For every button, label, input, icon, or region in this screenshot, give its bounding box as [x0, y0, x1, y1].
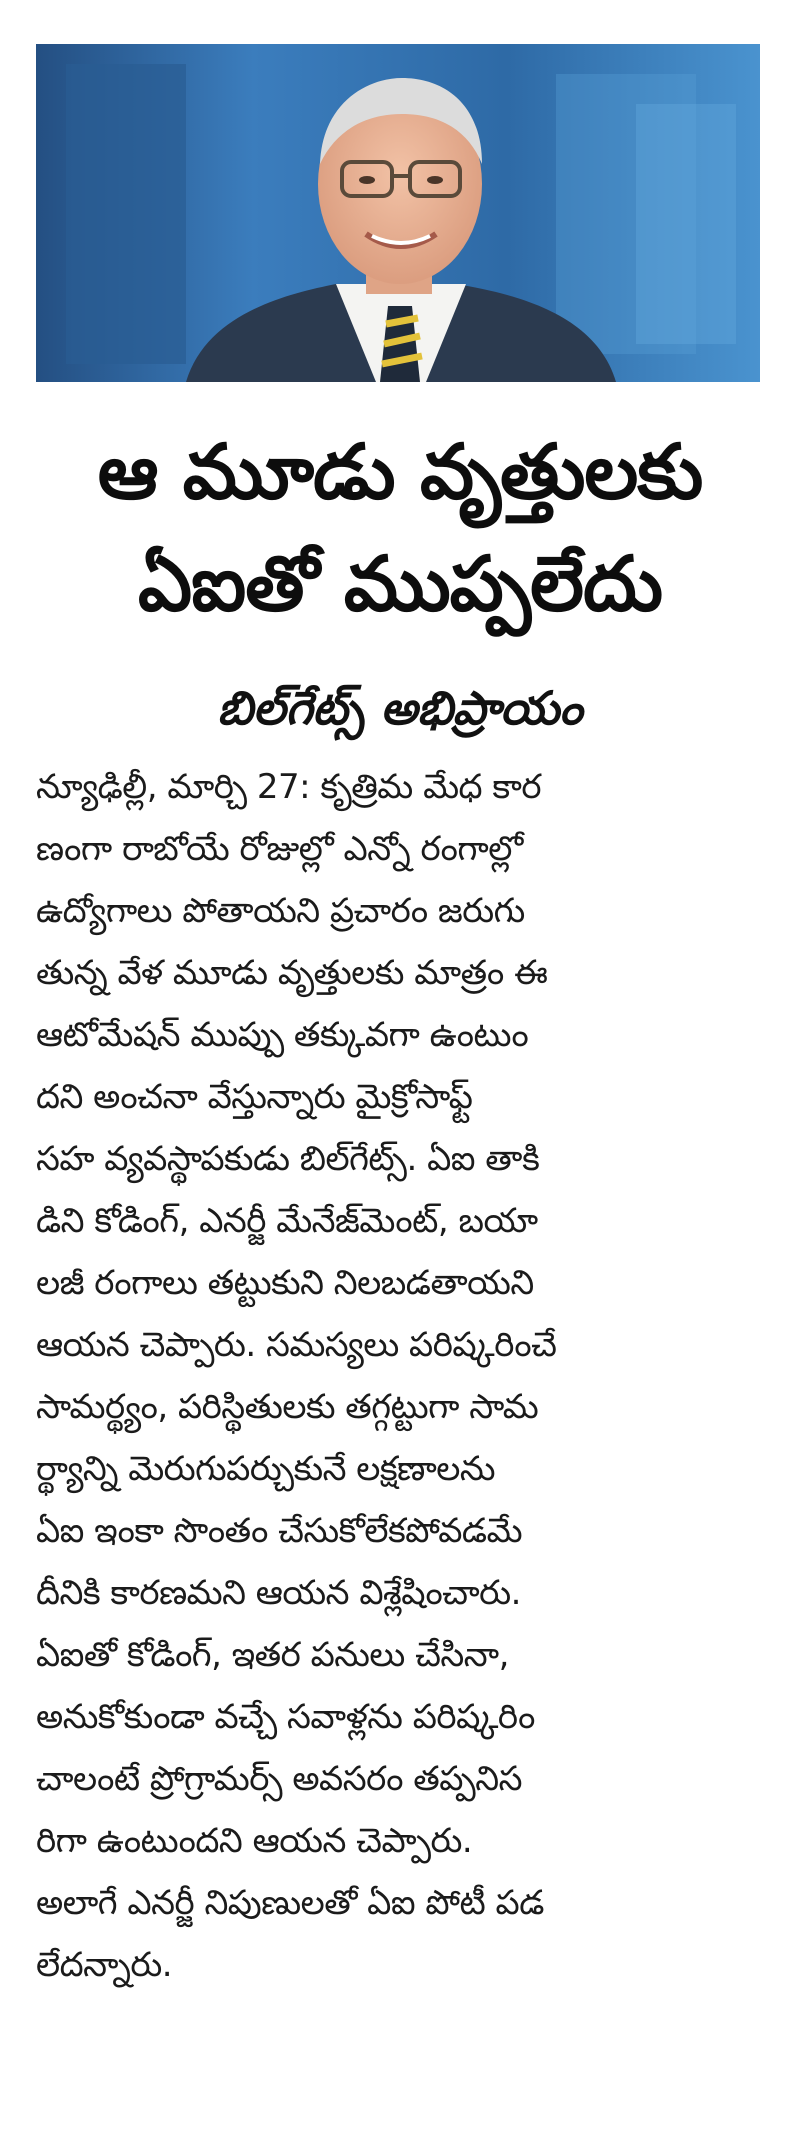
body-line: ఏఐతో కోడింగ్, ఇతర పనులు చేసినా, [36, 1635, 509, 1675]
body-line: న్యూఢిల్లీ, మార్చి 27: కృత్రిమ మేధ కార [36, 767, 541, 807]
body-line: ఆయన చెప్పారు. సమస్యలు పరిష్కరించే [36, 1325, 557, 1365]
body-line: డిని కోడింగ్, ఎనర్జీ మేనేజ్‌మెంట్, బయా [36, 1201, 538, 1241]
body-line: సామర్థ్యం, పరిస్థితులకు తగ్గట్టుగా సామ [36, 1387, 539, 1427]
subheadline: బిల్‌గేట్స్ అభిప్రాయం [217, 681, 583, 735]
headline-line-2: ఏఐతో ముప్పలేదు [137, 539, 662, 628]
body-line: ఉద్యోగాలు పోతాయని ప్రచారం జరుగు [36, 891, 525, 931]
body-line: లేదన్నారు. [36, 1945, 173, 1985]
body-line: అనుకోకుండా వచ్చే సవాళ్లను పరిష్కరిం [36, 1697, 535, 1737]
body-line: లజీ రంగాలు తట్టుకుని నిలబడతాయని [36, 1263, 534, 1303]
body-line: దని అంచనా వేస్తున్నారు మైక్రోసాఫ్ట్ [36, 1077, 473, 1117]
portrait-illustration [36, 44, 760, 382]
body-line: తున్న వేళ మూడు వృత్తులకు మాత్రం ఈ [36, 953, 548, 993]
body-line: ణంగా రాబోయే రోజుల్లో ఎన్నో రంగాల్లో [36, 829, 523, 869]
body-line: అలాగే ఎనర్జీ నిపుణులతో ఏఐ పోటీ పడ [36, 1883, 544, 1923]
body-line: ర్థ్యాన్ని మెరుగుపర్చుకునే లక్షణాలను [36, 1449, 495, 1489]
body-line: సహ వ్యవస్థాపకుడు బిల్‌గేట్స్. ఏఐ తాకి [36, 1139, 540, 1179]
body-line: ఏఐ ఇంకా సొంతం చేసుకోలేకపోవడమే [36, 1511, 523, 1551]
headline-line-1: ఆ మూడు వృత్తులకు [97, 427, 703, 516]
body-line: దీనికి కారణమని ఆయన విశ్లేషించారు. [36, 1573, 521, 1613]
body-line: చాలంటే ప్రోగ్రామర్స్ అవసరం తప్పనిస [36, 1759, 522, 1799]
body-line: ఆటోమేషన్ ముప్పు తక్కువగా ఉంటుం [36, 1015, 529, 1055]
body-line: రిగా ఉంటుందని ఆయన చెప్పారు. [36, 1821, 473, 1861]
article-photo [36, 44, 760, 382]
article-body [36, 756, 766, 1996]
